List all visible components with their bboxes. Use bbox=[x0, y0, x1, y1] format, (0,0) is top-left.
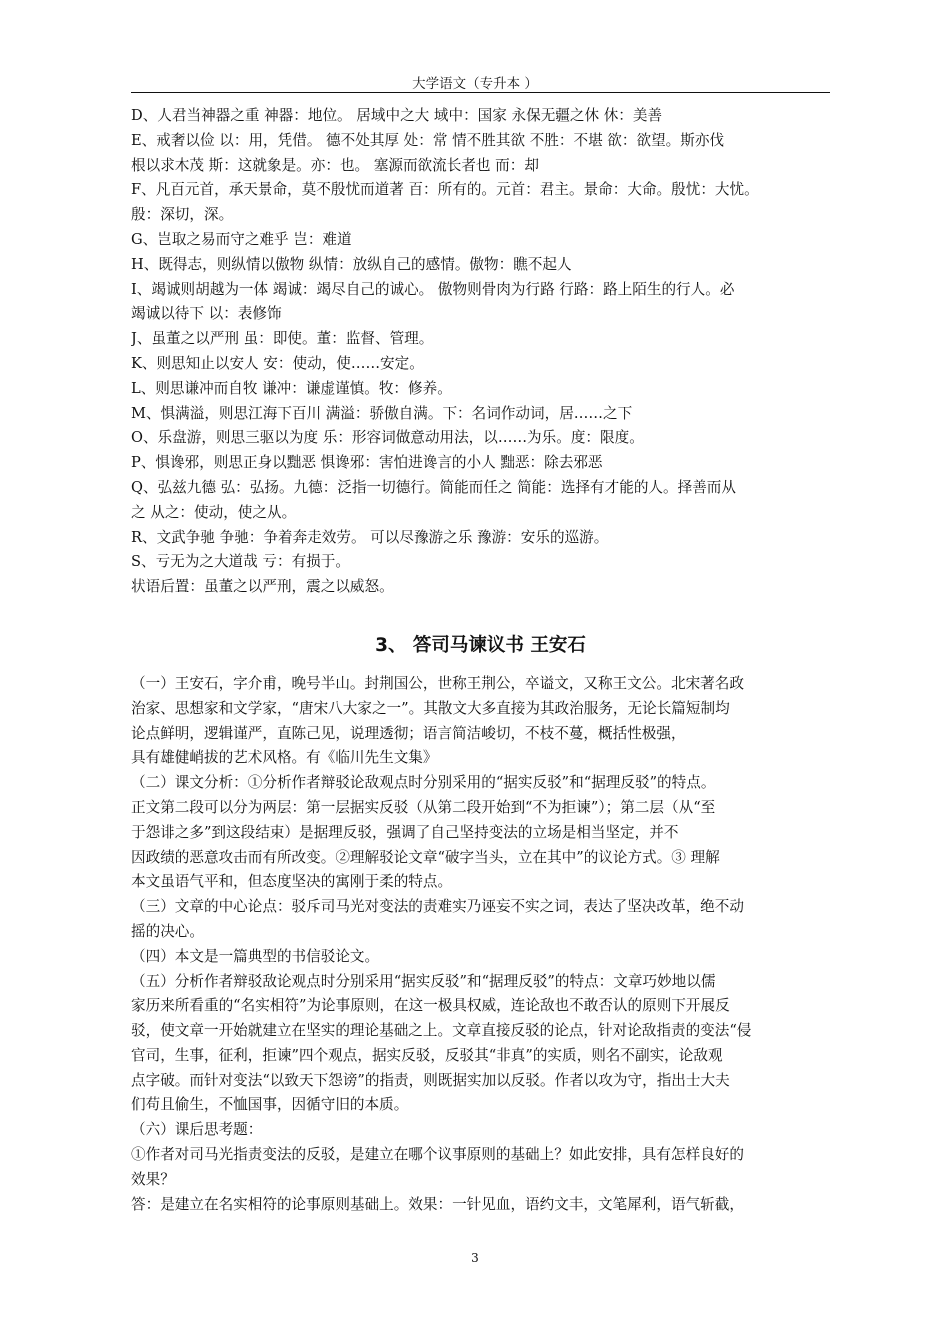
text-line: M、惧满溢，则思江海下百川 满溢：骄傲自满。下：名词作动词，居……之下 bbox=[131, 404, 633, 422]
text-line: 于怨诽之多”到这段结束）是据理反驳，强调了自己坚持变法的立场是相当坚定，并不 bbox=[131, 823, 679, 841]
text-line: （二）课文分析：①分析作者辩驳论敌观点时分别采用的“据实反驳”和“据理反驳”的特点。 bbox=[131, 774, 716, 792]
text-line: Q、弘兹九德 弘：弘扬。九德：泛指一切德行。简能而任之 简能：选择有才能的人。择善而从 bbox=[131, 478, 736, 496]
text-line: G、岂取之易而守之难乎 岂：难道 bbox=[131, 230, 352, 248]
text-line: （六）课后思考题： bbox=[131, 1121, 263, 1139]
text-line: K、则思知止以安人 安：使动，使……安定。 bbox=[131, 354, 424, 372]
text-line: 正文第二段可以分为两层：第一层据实反驳（从第二段开始到“不为拒谏”）；第二层（从“至 bbox=[131, 798, 716, 816]
text-line: O、乐盘游，则思三驱以为度 乐：形容词做意动用法，以……为乐。度：限度。 bbox=[131, 429, 644, 447]
text-line: 殷：深切，深。 bbox=[131, 206, 234, 224]
text-line: （五）分析作者辩驳敌论观点时分别采用“据实反驳”和“据理反驳”的特点：文章巧妙地以儒 bbox=[131, 972, 716, 990]
text-line: 论点鲜明，逻辑谨严，直陈己见，说理透彻；语言简洁峻切，不枝不蔓，概括性极强， bbox=[131, 724, 686, 742]
text-line: 家历来所看重的“名实相符”为论事原则，在这一极具权威，连论敌也不敢否认的原则下开展反 bbox=[131, 997, 730, 1015]
header-rule bbox=[131, 92, 830, 93]
text-line: S、亏无为之大道哉 亏：有损于。 bbox=[131, 553, 350, 571]
text-line: P、惧谗邪，则思正身以黜恶 惧谗邪：害怕进谗言的小人 黜恶：除去邪恶 bbox=[131, 454, 603, 472]
text-line: I、竭诚则胡越为一体 竭诚：竭尽自己的诚心。 傲物则骨肉为行路 行路：路上陌生的行人。必 bbox=[131, 280, 735, 298]
text-line: 驳，使文章一开始就建立在坚实的理论基础之上。文章直接反驳的论点，针对论敌指责的变法“侵 bbox=[131, 1022, 752, 1040]
text-line: E、戒奢以俭 以：用，凭借。 德不处其厚 处：常 情不胜其欲 不胜：不堪 欲：欲望。斯亦伐 bbox=[131, 131, 725, 149]
text-line: 根以求木茂 斯：这就象是。亦：也。 塞源而欲流长者也 而：却 bbox=[131, 156, 539, 174]
text-line: 答：是建立在名实相符的论事原则基础上。效果：一针见血，语约文丰，文笔犀利，语气斩截， bbox=[131, 1195, 744, 1213]
section-spacer bbox=[131, 600, 830, 624]
lesson-notes bbox=[131, 672, 830, 1218]
text-line: 官司，生事，征利，拒谏”四个观点，据实反驳，反驳其“非真”的实质，则名不副实，论敌观 bbox=[131, 1046, 723, 1064]
text-line: 点字破。而针对变法“以致天下怨谤”的指责，则既据实加以反驳。作者以攻为守，指出士大夫 bbox=[131, 1071, 730, 1089]
text-line: H、既得志，则纵情以傲物 纵情：放纵自己的感情。傲物：瞧不起人 bbox=[131, 255, 572, 273]
text-line: D、人君当神器之重 神器：地位。 居域中之大 域中：国家 永保无疆之休 休：美善 bbox=[131, 107, 663, 124]
text-line: 状语后置：虽董之以严刑，震之以威怒。 bbox=[131, 578, 394, 596]
text-line: ①作者对司马光指责变法的反驳，是建立在哪个议事原则的基础上？如此安排，具有怎样良好的 bbox=[131, 1146, 744, 1164]
text-line: 因政绩的恶意攻击而有所改变。②理解驳论文章“破字当头，立在其中”的议论方式。③ 理解 bbox=[131, 848, 720, 866]
page-content bbox=[131, 104, 830, 1217]
header-title: 大学语文（专升本 ） bbox=[412, 76, 538, 92]
text-line: 们苟且偷生，不恤国事，因循守旧的本质。 bbox=[131, 1096, 409, 1114]
text-line: 效果？ bbox=[131, 1170, 175, 1188]
text-line: 摇的决心。 bbox=[131, 922, 204, 940]
text-line: （四）本文是一篇典型的书信驳论文。 bbox=[131, 947, 380, 965]
text-line: 本文虽语气平和，但态度坚决的寓刚于柔的特点。 bbox=[131, 873, 453, 891]
text-line: F、凡百元首，承天景命，莫不殷忧而道著 百：所有的。元首：君主。景命：大命。殷忧：大忧。 bbox=[131, 181, 759, 199]
text-line: （一）王安石，字介甫，晚号半山。封荆国公，世称王荆公，卒谥文，又称王文公。北宋著名政 bbox=[131, 674, 744, 692]
text-line: L、则思谦冲而自牧 谦冲：谦虚谨慎。牧：修养。 bbox=[131, 379, 452, 397]
text-line: 具有雄健峭拔的艺术风格。有《临川先生文集》 bbox=[131, 749, 438, 767]
annotation-list bbox=[131, 104, 830, 600]
text-line: R、文武争驰 争驰：争着奔走效劳。 可以尽豫游之乐 豫游：安乐的巡游。 bbox=[131, 528, 609, 546]
section-title: 3、 答司马谏议书 王安石 bbox=[375, 634, 586, 656]
text-line: J、虽董之以严刑 虽：即使。董：监督、管理。 bbox=[131, 330, 434, 348]
text-line: 治家、思想家和文学家，“唐宋八大家之一”。其散文大多直接为其政治服务，无论长篇短制均 bbox=[131, 699, 730, 717]
text-line: 之 从之：使动，使之从。 bbox=[131, 503, 297, 521]
page-number: 3 bbox=[471, 1251, 479, 1265]
text-line: （三）文章的中心论点：驳斥司马光对变法的责难实乃诬妄不实之词，表达了坚决改革，绝不动 bbox=[131, 898, 744, 916]
text-line: 竭诚以待下 以：表修饰 bbox=[131, 305, 282, 323]
